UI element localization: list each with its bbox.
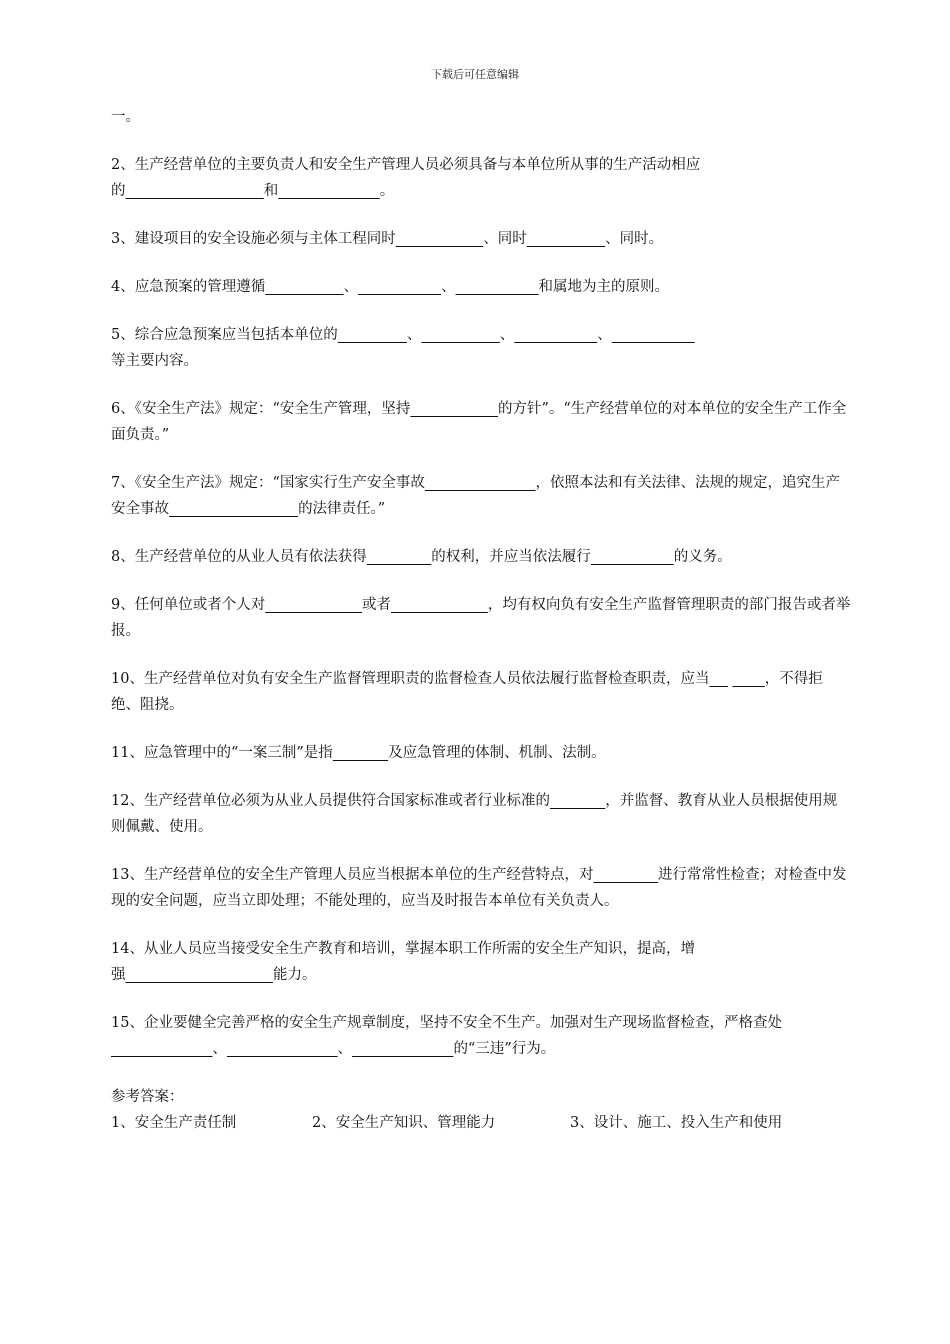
answer-item: 3、设计、施工、投入生产和使用 xyxy=(570,1115,783,1131)
question-text: 一。 xyxy=(111,109,140,125)
question-q6 xyxy=(111,396,851,448)
blank-line xyxy=(709,671,727,687)
blank-line xyxy=(278,183,379,199)
blank-line xyxy=(338,327,407,343)
blank-line xyxy=(733,671,765,687)
question-q3 xyxy=(111,226,851,252)
blank-line xyxy=(358,279,441,295)
answer-item: 1、安全生产责任制 xyxy=(111,1115,237,1131)
question-text: 11、应急管理中的“一案三制”是指 xyxy=(111,745,333,761)
question-text: 、 xyxy=(597,327,612,343)
question-text: 的“三违”行为。 xyxy=(453,1041,556,1057)
question-q7 xyxy=(111,470,851,522)
question-list xyxy=(111,104,851,1062)
question-text: 12、生产经营单位必须为从业人员提供符合国家标准或者行业标准的 xyxy=(111,793,550,809)
question-text: 及应急管理的体制、机制、法制。 xyxy=(388,745,606,761)
question-q1-tail xyxy=(111,104,851,130)
page-header: 下载后可任意编辑 xyxy=(431,68,519,81)
document-body xyxy=(111,104,851,1136)
blank-line xyxy=(410,401,498,417)
blank-line xyxy=(527,231,605,247)
question-text: 和 xyxy=(263,183,279,199)
question-text: 15、企业要健全完善严格的安全生产规章制度，坚持不安全不生产。加强对生产现场监督检查，严格查处 xyxy=(111,1015,787,1031)
blank-line xyxy=(265,279,343,295)
question-text: 等主要内容。 xyxy=(111,353,198,369)
question-text: 的义务。 xyxy=(673,549,732,565)
answer-section xyxy=(111,1084,851,1136)
question-text: 、 xyxy=(212,1041,227,1057)
question-text: 和属地为主的原则。 xyxy=(538,279,670,295)
question-text: 7、《安全生产法》规定：“国家实行生产安全事故 xyxy=(111,475,425,491)
question-text: 能力。 xyxy=(273,967,317,983)
question-q8 xyxy=(111,544,851,570)
blank-line xyxy=(514,327,597,343)
blank-line xyxy=(126,967,274,983)
question-q10 xyxy=(111,666,851,718)
blank-line xyxy=(367,549,432,565)
blank-line xyxy=(593,867,658,883)
question-text: 的法律责任。” xyxy=(298,501,386,517)
blank-line xyxy=(111,1041,212,1057)
question-text: 10、生产经营单位对负有安全生产监督管理职责的监督检查人员依法履行监督检查职责，应当 xyxy=(111,671,710,687)
blank-line xyxy=(425,475,536,491)
blank-line xyxy=(227,1041,338,1057)
blank-line xyxy=(421,327,499,343)
blank-line xyxy=(126,183,264,199)
question-text: 、同时。 xyxy=(605,231,664,247)
question-text: 14、从业人员应当接受安全生产教育和培训，掌握本职工作所需的安全生产知识，提高，增强 xyxy=(111,941,695,983)
question-q14 xyxy=(111,936,851,988)
question-text: 、 xyxy=(406,327,422,343)
question-text: ，均有权向负有安全生产监督管理职责的部门报告或者举报。 xyxy=(111,597,851,639)
question-text: 6、《安全生产法》规定：“安全生产管理，坚持 xyxy=(111,401,411,417)
question-text: 3、建设项目的安全设施必须与主体工程同时 xyxy=(111,231,396,247)
question-text: 、 xyxy=(337,1041,353,1057)
blank-line xyxy=(265,597,362,613)
blank-line xyxy=(396,231,484,247)
question-q9 xyxy=(111,592,851,644)
question-text: 5、综合应急预案应当包括本单位的 xyxy=(111,327,338,343)
question-text: 、同时 xyxy=(483,231,527,247)
question-q2 xyxy=(111,152,851,204)
answer-title: 参考答案： xyxy=(111,1089,184,1105)
blank-line xyxy=(391,597,488,613)
question-text: 的方针”。“生产经营单位的对本单位的安全生产工作全面负责。” xyxy=(111,401,847,443)
blank-line xyxy=(333,745,388,761)
question-text: 4、应急预案的管理遵循 xyxy=(111,279,266,295)
question-text: 进行常常性检查；对检查中发现的安全问题，应当立即处理；不能处理的，应当及时报告本单位有关负责人。 xyxy=(111,867,847,909)
question-text: 的权利，并应当依法履行 xyxy=(431,549,591,565)
question-text: 13、生产经营单位的安全生产管理人员应当根据本单位的生产经营特点，对 xyxy=(111,867,594,883)
question-text: ，不得拒绝、阻挠。 xyxy=(111,671,823,713)
answer-item: 2、安全生产知识、管理能力 xyxy=(312,1115,496,1131)
question-q11 xyxy=(111,740,851,766)
question-text: 、 xyxy=(441,279,456,295)
blank-line xyxy=(550,793,605,809)
question-text: ，依照本法和有关法律、法规的规定，追究生产安全事故 xyxy=(111,475,841,517)
question-text: 。 xyxy=(379,183,395,199)
blank-line xyxy=(169,501,298,517)
blank-line xyxy=(612,327,695,343)
question-q13 xyxy=(111,862,851,914)
blank-line xyxy=(352,1041,453,1057)
question-q15 xyxy=(111,1010,851,1062)
blank-line xyxy=(456,279,539,295)
question-text: 8、生产经营单位的从业人员有依法获得 xyxy=(111,549,367,565)
question-text: 9、任何单位或者个人对 xyxy=(111,597,266,613)
question-text: 2、生产经营单位的主要负责人和安全生产管理人员必须具备与本单位所从事的生产活动相应的 xyxy=(111,157,701,199)
question-q5 xyxy=(111,322,851,374)
answer-row xyxy=(111,1110,851,1136)
question-q12 xyxy=(111,788,851,840)
question-text: 、 xyxy=(343,279,359,295)
blank-line xyxy=(591,549,674,565)
question-text: ，并监督、教育从业人员根据使用规则佩戴、使用。 xyxy=(111,793,838,835)
question-q4 xyxy=(111,274,851,300)
question-text: 或者 xyxy=(362,597,392,613)
question-text: 、 xyxy=(499,327,515,343)
